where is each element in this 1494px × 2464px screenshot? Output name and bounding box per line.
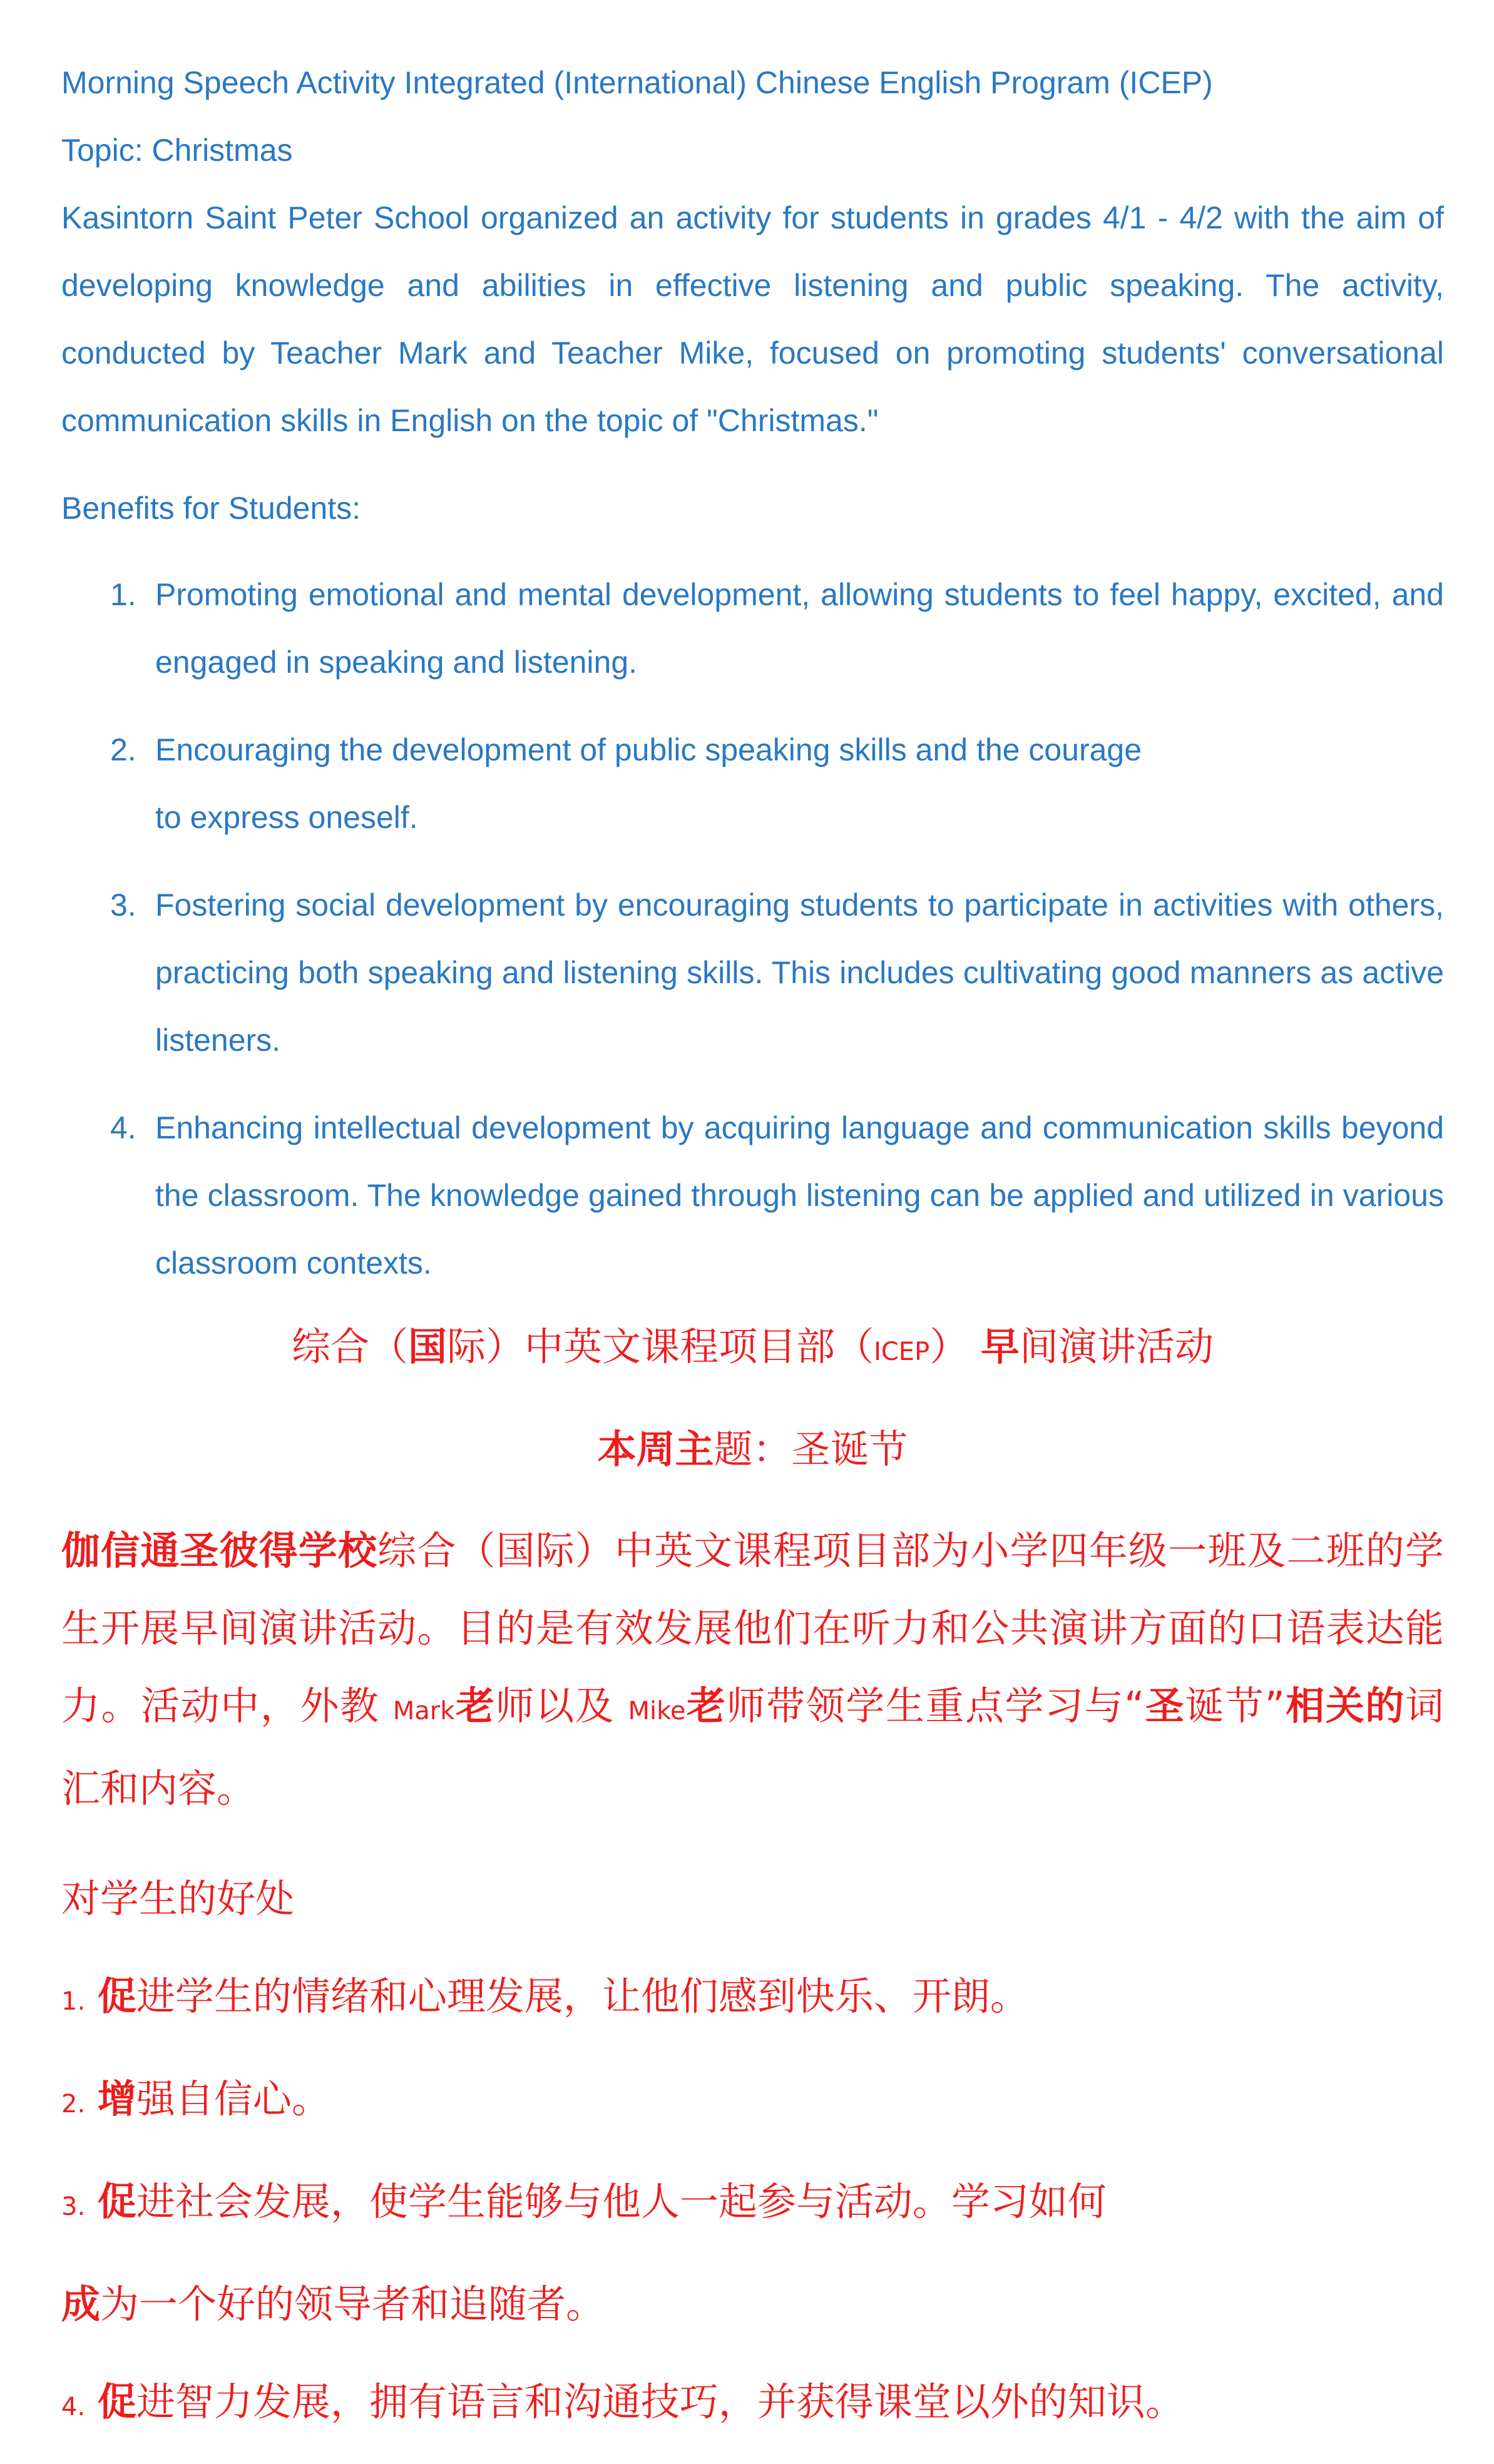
english-intro-paragraph: Kasintorn Saint Peter School organized an activity for students in grades 4/1 - 4/2 with the aim of developing knowledge and abilities in effective listening and public speaking. The activity, conducted by Teacher Mark and Teacher Mike, focused on promoting students' conversational communication skills in English on the topic of "Christmas."	[61, 200, 1444, 438]
chinese-title-bold: 早	[980, 1324, 1020, 1369]
list-number: 2.	[110, 732, 136, 767]
chinese-benefit-bold: 促	[97, 2179, 136, 2224]
chinese-benefit-item	[61, 2073, 1444, 2130]
english-benefit-item	[61, 1094, 1444, 1297]
english-benefit-item	[61, 871, 1444, 1074]
chinese-benefit-bold: 成	[61, 2281, 101, 2327]
chinese-intro-bold: 伽信通圣彼得学校	[61, 1528, 378, 1573]
chinese-benefit-bold: 增	[97, 2076, 136, 2122]
chinese-benefit-item	[61, 2175, 1444, 2233]
chinese-intro-text: 师以及	[495, 1683, 628, 1729]
chinese-intro-mark: Mark	[392, 1697, 455, 1725]
chinese-intro-text: 师带领学生重点学习与“	[726, 1683, 1145, 1729]
chinese-section	[61, 1321, 1444, 2433]
english-benefit-text: Promoting emotional and mental development, allowing students to feel happy, excited, and engaged in speaking and listening.	[155, 577, 1444, 680]
chinese-benefit-item	[61, 2376, 1444, 2433]
english-benefits-heading: Benefits for Students:	[61, 491, 361, 526]
chinese-title	[61, 1321, 1444, 1378]
chinese-topic	[61, 1423, 1444, 1476]
chinese-benefit-text: 进社会发展，使学生能够与他人一起参与活动。学习如何	[136, 2179, 1107, 2224]
chinese-title-bold: 国	[408, 1324, 448, 1369]
english-benefit-text-line2: to express oneself.	[155, 800, 418, 835]
chinese-intro-paragraph	[61, 1512, 1444, 1828]
english-title: Morning Speech Activity Integrated (International) Chinese English Program (ICEP)	[61, 65, 1213, 100]
list-number: 3.	[110, 887, 136, 923]
chinese-benefit-text: 强自信心。	[136, 2076, 330, 2122]
english-benefit-text: Fostering social development by encouraging students to participate in activities with others, practicing both speaking and listening skills. This includes cultivating good manners as active listeners.	[155, 887, 1444, 1058]
english-benefit-item	[61, 561, 1444, 696]
english-benefit-text-line1: Encouraging the development of public speaking skills and the courage	[155, 732, 1142, 767]
english-section	[61, 49, 1444, 1297]
chinese-benefit-item	[61, 1970, 1444, 2028]
chinese-benefit-text: 为一个好的领导者和追随者。	[100, 2281, 605, 2327]
chinese-intro-bold: 老	[685, 1683, 727, 1729]
english-benefit-text: Enhancing intellectual development by acquiring language and communication skills beyond the classroom. The knowledge gained through listening can be applied and utilized in various classroom contexts.	[155, 1110, 1444, 1281]
english-benefits-list	[61, 561, 1444, 1297]
chinese-benefits-heading: 对学生的好处	[61, 1876, 295, 1921]
chinese-title-part: 间演讲活动	[1019, 1324, 1214, 1369]
english-topic: Topic: Christmas	[61, 133, 293, 168]
chinese-benefit-text: 进智力发展，拥有语言和沟通技巧，并获得课堂以外的知识。	[136, 2379, 1184, 2425]
chinese-title-part: 综合（	[292, 1324, 409, 1369]
list-number: 4.	[61, 2393, 86, 2421]
list-number: 1.	[61, 1987, 86, 2016]
list-number: 3.	[61, 2192, 86, 2221]
list-number: 2.	[61, 2090, 86, 2119]
chinese-intro-text: 诞节”	[1185, 1683, 1285, 1729]
chinese-intro-mike: Mike	[628, 1697, 686, 1725]
list-number: 4.	[110, 1110, 136, 1145]
chinese-intro-text: 综合（国际）中英文课程项目部为小学四年级一班及二班的学生开展早间演讲活动。目的是有效发展他们在听力和公共演讲方面的口语表达能力。活动中，外教	[61, 1528, 1444, 1729]
english-benefit-item	[61, 716, 1444, 851]
chinese-benefit-bold: 促	[97, 1973, 136, 2019]
chinese-topic-bold: 本周主	[597, 1426, 714, 1472]
chinese-topic-rest: 题：圣诞节	[714, 1426, 908, 1472]
list-number: 1.	[110, 577, 136, 612]
chinese-intro-bold: 圣	[1144, 1683, 1185, 1729]
chinese-intro-text: 词汇和内容。	[61, 1683, 1444, 1811]
chinese-intro-bold: 相关的	[1284, 1683, 1405, 1729]
chinese-benefit-item-continued	[61, 2278, 1444, 2331]
chinese-title-part: ）	[929, 1324, 981, 1369]
chinese-title-icep: ICEP	[874, 1337, 930, 1366]
chinese-benefit-text: 进学生的情绪和心理发展，让他们感到快乐、开朗。	[136, 1973, 1029, 2019]
chinese-benefit-bold: 促	[97, 2379, 136, 2425]
chinese-title-part: 际）中英文课程项目部（	[447, 1324, 874, 1369]
chinese-intro-bold: 老	[454, 1683, 496, 1729]
